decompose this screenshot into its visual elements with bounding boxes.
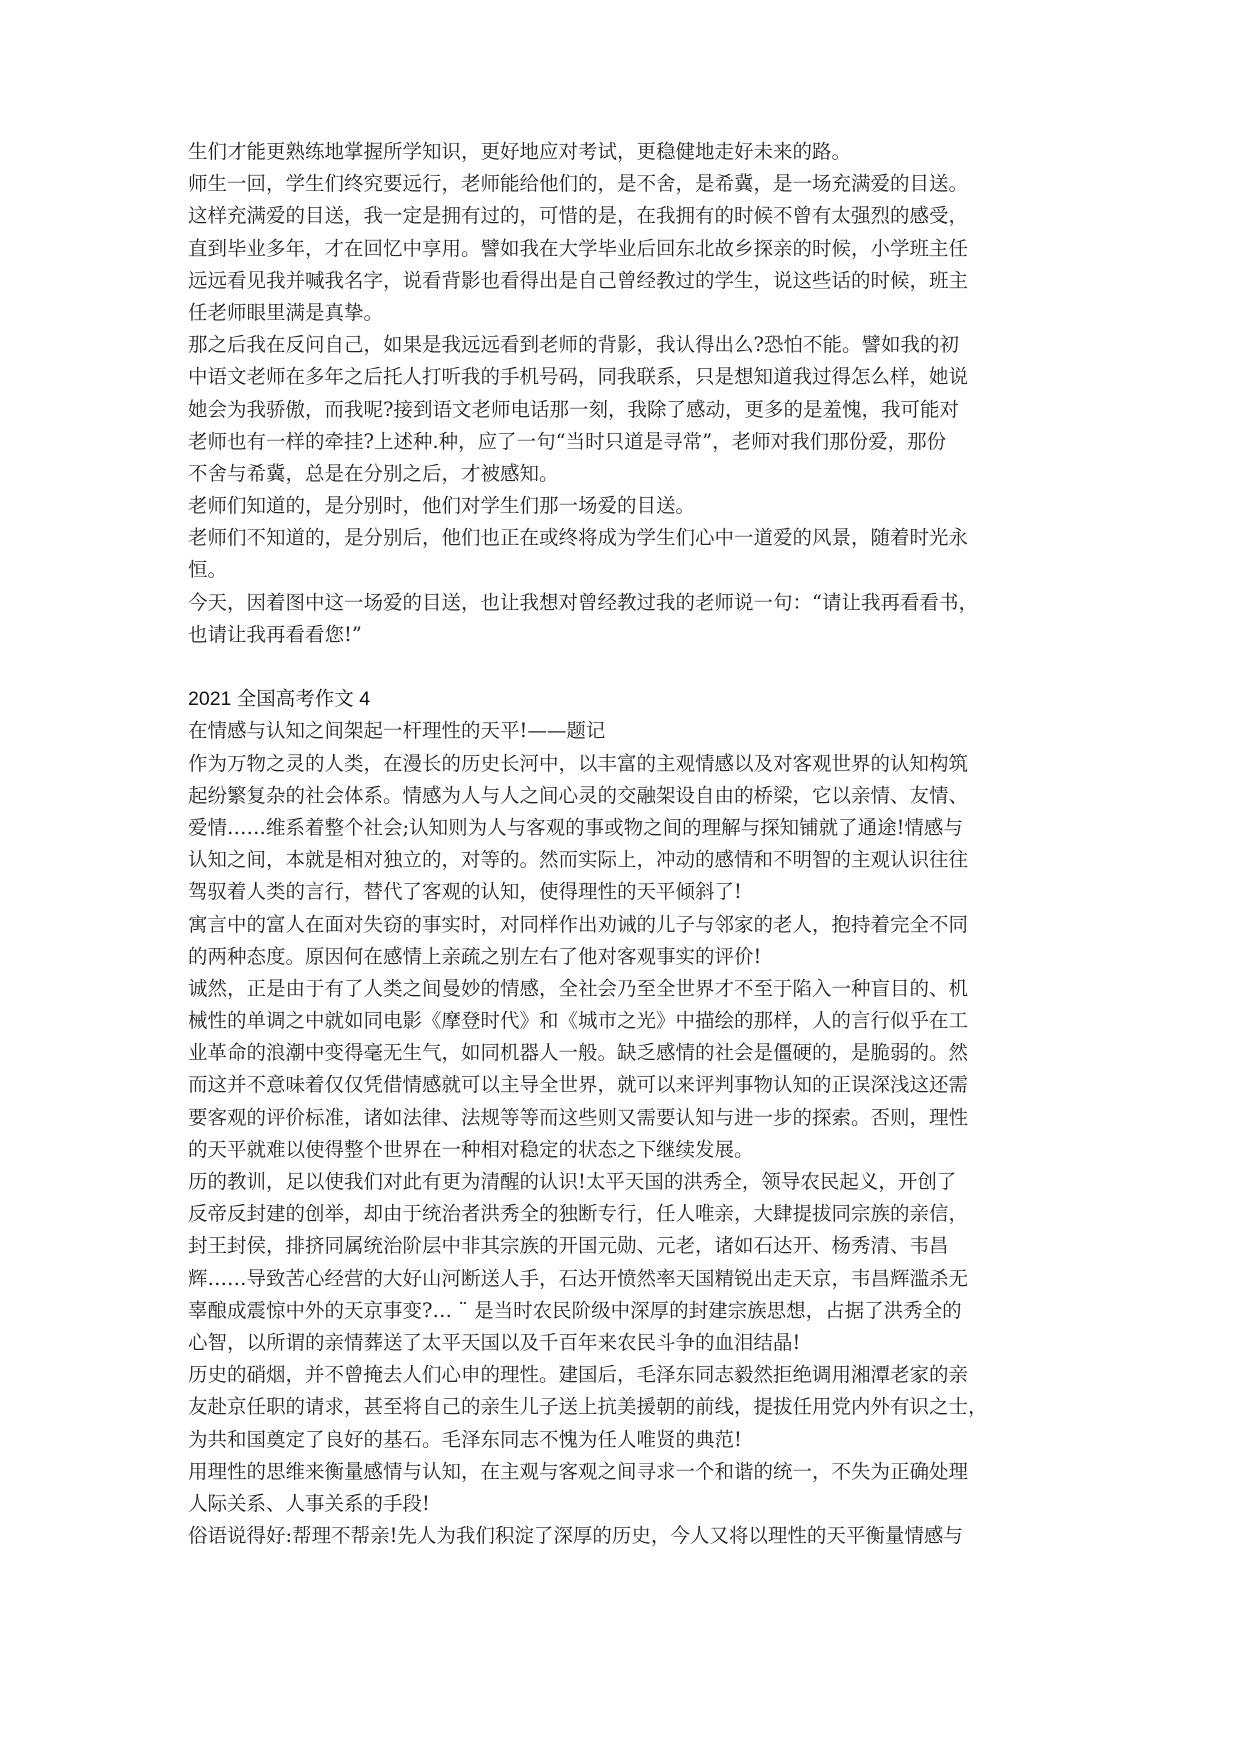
essay-section-4 [188, 715, 1068, 1552]
text-line: 为共和国奠定了良好的基石。毛泽东同志不愧为任人唯贤的典范! [188, 1427, 742, 1451]
text-line: 而这并不意味着仅仅凭借情感就可以主导全世界，就可以来评判事物认知的正误深浅这还需 [188, 1073, 969, 1097]
document-body [188, 136, 1068, 1552]
text-line: 也请让我再看看您!” [188, 622, 362, 646]
text-line: 友赴京任职的请求，甚至将自己的亲生儿子送上抗美援朝的前线，提拔任用党内外有识之士， [188, 1395, 988, 1419]
text-line: 这样充满爱的目送，我一定是拥有过的，可惜的是，在我拥有的时候不曾有太强烈的感受， [188, 204, 969, 228]
text-line: 械性的单调之中就如同电影《摩登时代》和《城市之光》中描绘的那样，人的言行似乎在工 [188, 1009, 969, 1033]
text-line: 认知之间，本就是相对独立的，对等的。然而实际上，冲动的感情和不明智的主观认识往往 [188, 848, 969, 872]
text-line: 俗语说得好:帮理不帮亲!先人为我们积淀了深厚的历史，今人又将以理性的天平衡量情感与 [188, 1524, 963, 1548]
text-line: 辉……导致苦心经营的大好山河断送人手，石达开愤然率天国精锐出走天京，韦昌辉滥杀无 [188, 1266, 969, 1290]
text-line: 心智，以所谓的亲情葬送了太平天国以及千百年来农民斗争的血泪结晶! [188, 1330, 801, 1354]
text-line: 爱情……维系着整个社会;认知则为人与客观的事或物之间的理解与探知铺就了通途!情感与 [188, 815, 963, 839]
text-line: 老师们不知道的，是分别后，他们也正在或终将成为学生们心中一道爱的风景，随着时光永 [188, 526, 969, 550]
text-line: 驾驭着人类的言行，替代了客观的认知，使得理性的天平倾斜了! [188, 880, 742, 904]
text-line: 业革命的浪潮中变得毫无生气，如同机器人一般。缺乏感情的社会是僵硬的，是脆弱的。然 [188, 1041, 969, 1065]
text-line: 诚然，正是由于有了人类之间曼妙的情感，全社会乃至全世界才不至于陷入一种盲目的、机 [188, 976, 969, 1000]
text-line: 中语文老师在多年之后托人打听我的手机号码，同我联系，只是想知道我过得怎么样，她说 [188, 365, 969, 389]
text-line: 辜酿成震惊中外的天京事变?… ¨ 是当时农民阶级中深厚的封建宗族思想，占据了洪秀全的 [188, 1298, 962, 1322]
text-line: 封王封侯，排挤同属统治阶层中非其宗族的开国元勋、元老，诸如石达开、杨秀清、韦昌 [188, 1234, 949, 1258]
text-line: 生们才能更熟练地掌握所学知识，更好地应对考试，更稳健地走好未来的路。 [188, 140, 852, 163]
text-line: 历史的硝烟，并不曾掩去人们心申的理性。建国后，毛泽东同志毅然拒绝调用湘潭老家的亲 [188, 1363, 969, 1387]
essay-title: 2021 全国高考作文 4 [188, 688, 371, 711]
text-line: 老师们知道的，是分别时，他们对学生们那一场爱的目送。 [188, 494, 696, 518]
text-line: 师生一回，学生们终究要远行，老师能给他们的，是不舍，是希冀，是一场充满爱的目送。 [188, 172, 969, 196]
text-line: 恒。 [188, 558, 228, 582]
text-line: 用理性的思维来衡量感情与认知，在主观与客观之间寻求一个和谐的统一，不失为正确处理 [188, 1459, 969, 1483]
text-line: 的两种态度。原因何在感情上亲疏之别左右了他对客观事实的评价! [188, 944, 762, 968]
text-line: 远远看见我并喊我名字，说看背影也看得出是自己曾经教过的学生，说这些话的时候，班主 [188, 268, 969, 292]
essay-section-3-tail [188, 136, 1068, 651]
text-line: 作为万物之灵的人类，在漫长的历史长河中，以丰富的主观情感以及对客观世界的认知构筑 [188, 751, 969, 775]
text-line: 要客观的评价标准，诸如法律、法规等等而这些则又需要认知与进一步的探索。否则，理性 [188, 1105, 969, 1129]
text-line: 反帝反封建的创举，却由于统治者洪秀全的独断专行，任人唯亲，大肆提拔同宗族的亲信， [188, 1202, 969, 1226]
text-line: 在情感与认知之间架起一杆理性的天平!——题记 [188, 719, 606, 743]
text-line: 老师也有一样的牵挂?上述种.种，应了一句“当时只道是寻常”，老师对我们那份爱，那份 [188, 429, 947, 453]
text-line: 起纷繁复杂的社会体系。情感为人与人之间心灵的交融架设自由的桥梁，它以亲情、友情、 [188, 783, 969, 807]
blank-line [188, 651, 1068, 683]
text-line: 直到毕业多年，才在回忆中享用。譬如我在大学毕业后回东北故乡探亲的时候，小学班主任 [188, 236, 969, 260]
text-line: 她会为我骄傲，而我呢?接到语文老师电话那一刻，我除了感动，更多的是羞愧，我可能对 [188, 397, 959, 421]
text-line: 人际关系、人事关系的手段! [188, 1491, 430, 1515]
text-line: 的天平就难以使得整个世界在一种相对稳定的状态之下继续发展。 [188, 1137, 754, 1161]
text-line: 历的教训，足以使我们对此有更为清醒的认识!太平天国的洪秀全，领导农民起义，开创了 [188, 1170, 957, 1193]
text-line: 那之后我在反问自己，如果是我远远看到老师的背影，我认得出么?恐怕不能。譬如我的初 [188, 333, 959, 357]
text-line: 不舍与希冀，总是在分别之后，才被感知。 [188, 461, 559, 485]
text-line: 寓言中的富人在面对失窃的事实时，对同样作出劝诫的儿子与邻家的老人，抱持着完全不同 [188, 912, 969, 936]
text-line: 任老师眼里满是真挚。 [188, 300, 384, 324]
text-line: 今天，因着图中这一场爱的目送，也让我想对曾经教过我的老师说一句：“请让我再看看书， [188, 590, 978, 614]
